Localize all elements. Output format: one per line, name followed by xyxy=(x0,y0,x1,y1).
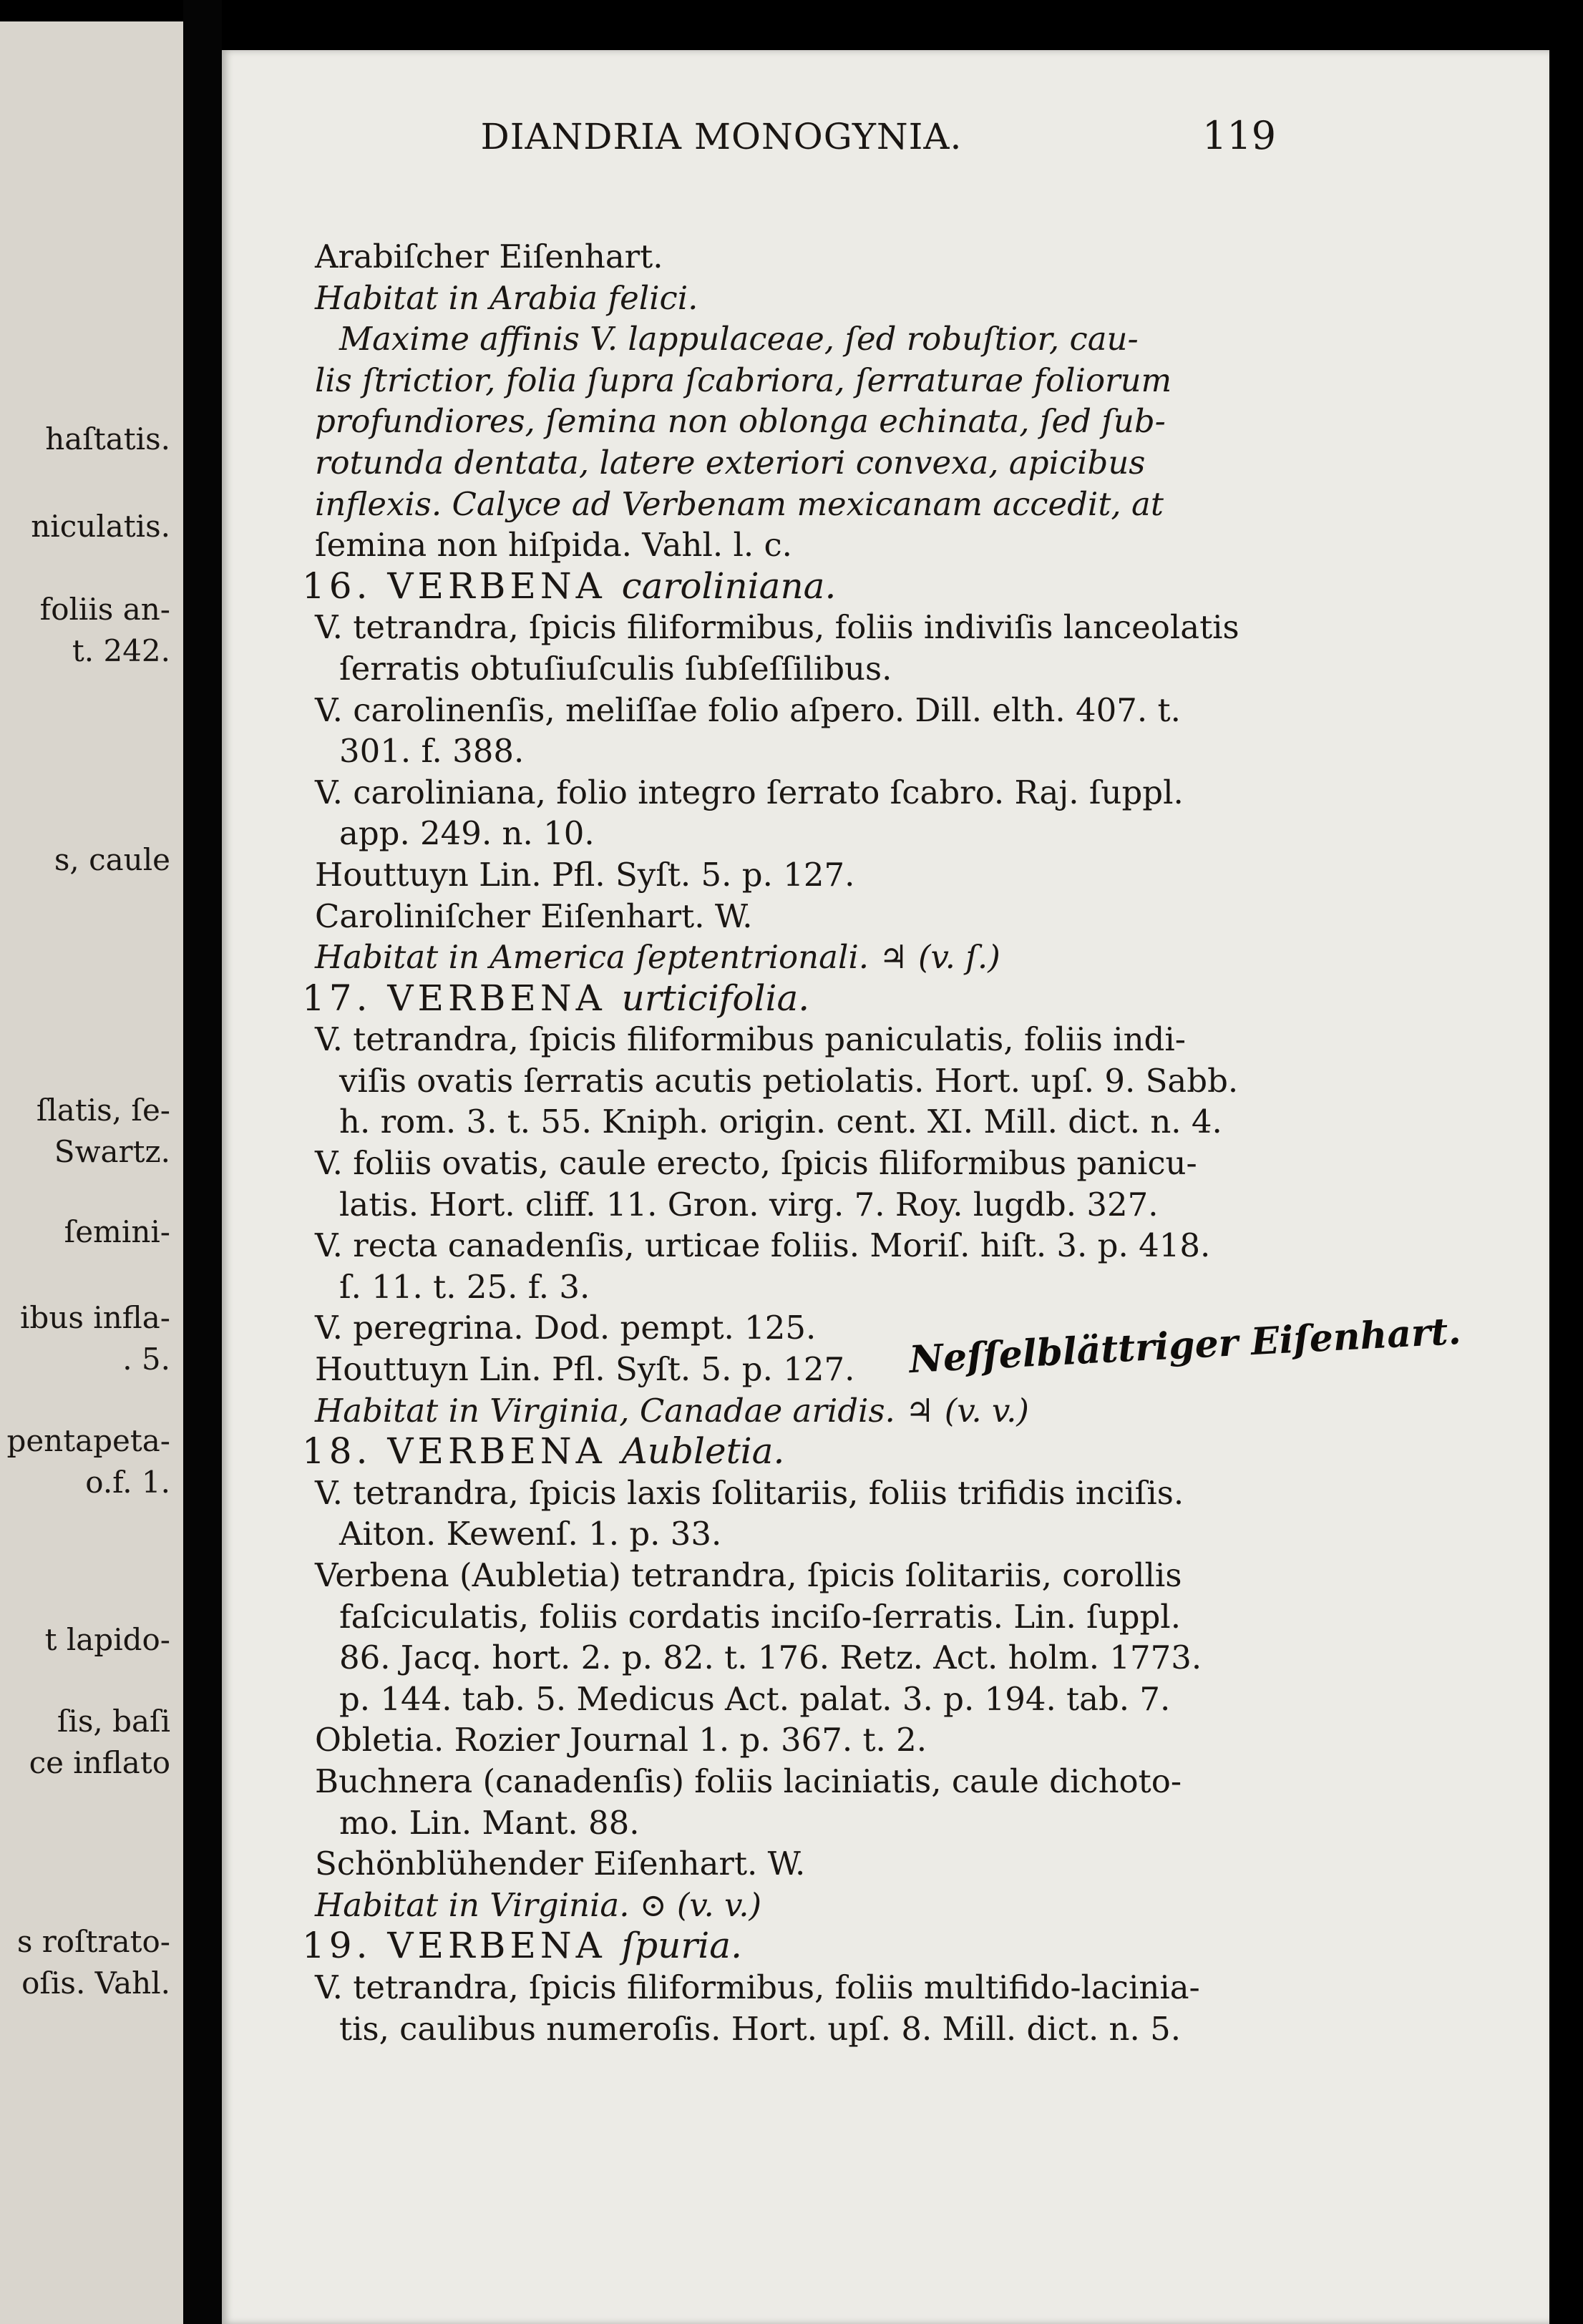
species-entry-heading xyxy=(302,1431,1288,1473)
text-line: ſemina non hiſpida. Vahl. l. c. xyxy=(315,526,792,565)
entry-number: 16. xyxy=(302,565,388,607)
text-line: Habitat in Virginia, Canadae aridis. ♃ (v. v.) xyxy=(315,1391,1029,1430)
facing-page-text: pentapeta- xyxy=(6,1423,170,1458)
species-epithet: urticifolia. xyxy=(621,977,810,1019)
text-line: faſciculatis, foliis cordatis inciſo-ſerratis. Lin. ſuppl. xyxy=(339,1597,1181,1636)
species-epithet: ſpuria. xyxy=(621,1925,742,1967)
text-line: Verbena (Aubletia) tetrandra, ſpicis ſolitariis, corollis xyxy=(315,1556,1182,1594)
species-epithet: Aubletia. xyxy=(621,1430,785,1473)
text-line: ſ. 11. t. 25. f. 3. xyxy=(339,1267,590,1306)
facing-page-text: ſis, baſi xyxy=(57,1704,170,1739)
entry-number: 18. xyxy=(302,1430,388,1473)
text-line: ſerratis obtuſiuſculis ſubſeſſilibus. xyxy=(339,649,892,688)
text-line: Habitat in America ſeptentrionali. ♃ (v. ſ.) xyxy=(315,938,1000,977)
facing-page-text: ſlatis, ſe- xyxy=(36,1093,170,1128)
genus-name: VERBENA xyxy=(387,565,622,607)
text-line: rotunda dentata, latere exteriori convexa, apicibus xyxy=(315,443,1146,482)
text-line: p. 144. tab. 5. Medicus Act. palat. 3. p. 194. tab. 7. xyxy=(339,1679,1171,1718)
text-line: Caroliniſcher Eiſenhart. W. xyxy=(315,897,753,935)
text-line: Houttuyn Lin. Pfl. Syſt. 5. p. 127. xyxy=(315,855,855,894)
facing-page-text: s, caule xyxy=(54,842,170,877)
facing-page-text: ſemini- xyxy=(64,1214,170,1249)
text-line: 301. f. 388. xyxy=(339,732,525,771)
facing-page-text: . 5. xyxy=(122,1342,170,1377)
text-line: V. tetrandra, ſpicis laxis ſolitariis, foliis trifidis inciſis. xyxy=(315,1473,1184,1512)
text-line: V. peregrina. Dod. pempt. 125. xyxy=(315,1309,817,1347)
facing-page-text: Swartz. xyxy=(54,1134,170,1169)
text-line: profundiores, ſemina non oblonga echinata, ſed ſub- xyxy=(315,402,1166,441)
facing-page-text: oſis. Vahl. xyxy=(21,1966,170,2001)
text-line: Habitat in Virginia. ⊙ (v. v.) xyxy=(315,1885,762,1924)
facing-page-text: t. 242. xyxy=(72,633,170,668)
handwritten-annotation: Neſſelblättriger Eiſenhart. xyxy=(907,1309,1462,1382)
text-line: Buchnera (canadenſis) foliis laciniatis, caule dichoto- xyxy=(315,1762,1182,1800)
text-line: V. caroliniana, folio integro ſerrato ſcabro. Raj. ſuppl. xyxy=(315,773,1184,811)
facing-page-text: ce inflato xyxy=(29,1745,170,1780)
text-line: latis. Hort. cliff. 11. Gron. virg. 7. Roy. lugdb. 327. xyxy=(339,1185,1159,1224)
genus-name: VERBENA xyxy=(387,1925,622,1967)
facing-page-text: t lapido- xyxy=(44,1622,170,1657)
text-line: Houttuyn Lin. Pfl. Syſt. 5. p. 127. xyxy=(315,1350,855,1389)
text-line: mo. Lin. Mant. 88. xyxy=(339,1803,640,1842)
text-line: viſis ovatis ſerratis acutis petiolatis. Hort. upſ. 9. Sabb. xyxy=(339,1061,1239,1100)
text-line: V. tetrandra, ſpicis filiformibus, foliis multifido-lacinia- xyxy=(315,1968,1200,2006)
species-entry-heading xyxy=(302,1925,1288,1967)
genus-name: VERBENA xyxy=(387,1430,622,1473)
text-line: Habitat in Arabia felici. xyxy=(315,278,698,317)
page-body xyxy=(302,236,1288,2049)
species-entry-heading xyxy=(302,978,1288,1020)
entry-number: 17. xyxy=(302,977,388,1019)
text-line: V. carolinenſis, meliſſae folio aſpero. Dill. elth. 407. t. xyxy=(315,690,1181,729)
text-line: Arabiſcher Eiſenhart. xyxy=(315,238,663,275)
entry-number: 19. xyxy=(302,1925,388,1967)
genus-name: VERBENA xyxy=(387,977,622,1019)
species-epithet: caroliniana. xyxy=(621,565,837,607)
text-line: Schönblühender Eiſenhart. W. xyxy=(315,1845,806,1883)
text-line: 86. Jacq. hort. 2. p. 82. t. 176. Retz. Act. holm. 1773. xyxy=(339,1639,1202,1677)
facing-page-text: haſtatis. xyxy=(45,421,170,456)
facing-page-text: foliis an- xyxy=(39,592,170,627)
facing-page-fragment xyxy=(0,21,183,2324)
book-gutter xyxy=(183,0,222,2324)
text-line: app. 249. n. 10. xyxy=(339,814,595,853)
text-line: V. tetrandra, ſpicis filiformibus, foliis indiviſis lanceolatis xyxy=(315,608,1239,647)
text-line: Maxime affinis V. lappulaceae, ſed robuſtior, cau- xyxy=(339,320,1139,358)
text-line: Aiton. Kewenſ. 1. p. 33. xyxy=(339,1515,722,1553)
page-number: 119 xyxy=(1202,113,1277,158)
text-line: tis, caulibus numeroſis. Hort. upſ. 8. Mill. dict. n. 5. xyxy=(339,2009,1182,2048)
facing-page-text: s roſtrato- xyxy=(16,1924,170,1959)
species-entry-heading xyxy=(302,566,1288,607)
text-line: inflexis. Calyce ad Verbenam mexicanam accedit, at xyxy=(315,484,1164,523)
facing-page-text: ibus infla- xyxy=(20,1300,170,1335)
running-head: DIANDRIA MONOGYNIA. xyxy=(480,116,963,157)
text-line: V. tetrandra, ſpicis filiformibus paniculatis, foliis indi- xyxy=(315,1020,1186,1059)
facing-page-text: niculatis. xyxy=(31,509,170,544)
text-line: lis ſtrictior, folia ſupra ſcabriora, ſerraturae foliorum xyxy=(315,361,1172,399)
text-line: V. foliis ovatis, caule erecto, ſpicis filiformibus panicu- xyxy=(315,1144,1197,1183)
text-line: h. rom. 3. t. 55. Kniph. origin. cent. XI. Mill. dict. n. 4. xyxy=(339,1103,1222,1141)
facing-page-text: o.f. 1. xyxy=(85,1465,170,1500)
text-line: V. recta canadenſis, urticae foliis. Moriſ. hiſt. 3. p. 418. xyxy=(315,1226,1211,1265)
page-edge xyxy=(1549,0,1583,2324)
text-line: Obletia. Rozier Journal 1. p. 367. t. 2. xyxy=(315,1721,927,1759)
